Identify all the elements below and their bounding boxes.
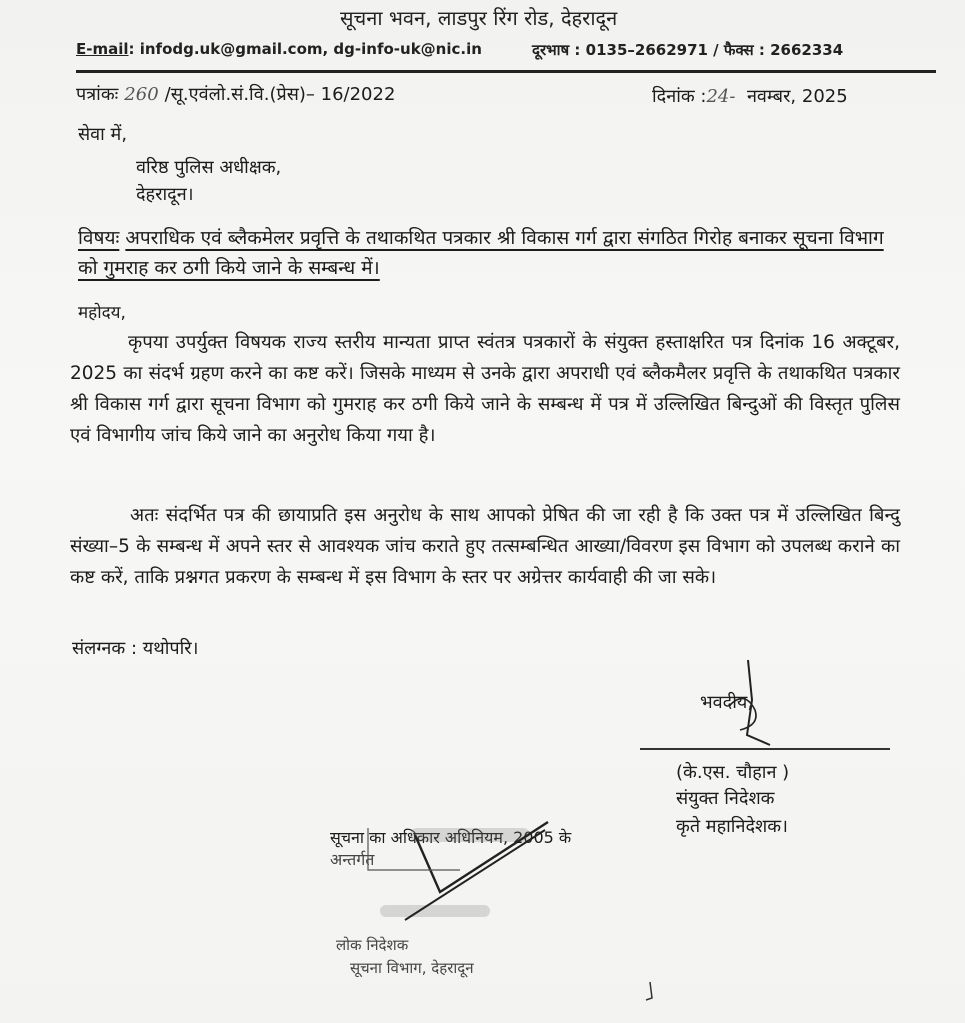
stamp-line4: सूचना विभाग, देहरादून — [350, 959, 474, 977]
email-value: : infodg.uk@gmail.com, dg-info-uk@nic.in — [128, 40, 482, 58]
date-prefix: दिनांक : — [652, 86, 707, 107]
addressee-line1: वरिष्ठ पुलिस अधीक्षक, — [136, 157, 282, 178]
pen-stroke-2-icon — [405, 830, 545, 920]
date-handwritten: 24- — [706, 86, 736, 107]
letter-number-prefix: पत्रांकः — [76, 84, 119, 105]
pen-stroke-icon — [415, 822, 548, 892]
signatory-for: कृते महानिदेशक। — [676, 816, 788, 837]
salutation: महोदय, — [78, 303, 126, 323]
office-address: सूचना भवन, लाडपुर रिंग रोड, देहरादून — [340, 6, 618, 30]
stamp-line3: लोक निदेशक — [336, 936, 409, 954]
stamp-line2: अन्तर्गत — [330, 850, 375, 869]
phone-fax: दूरभाष : 0135–2662971 / फैक्स : 2662334 — [532, 41, 844, 59]
body-paragraph-1: कृपया उपर्युक्त विषयक राज्य स्तरीय मान्यता प्राप्त स्वंतत्र पत्रकारों के संयुक्त हस्ताक्षरित पत्र दिनांक 16 अक्टूबर, 2025 का संदर्भ ग्रहण करने का कष्ट करें। जिसके माध्यम से उनके द्वारा अपराधी एवं ब्लैकमैलर प्रवृत्ति के तथाकथित पत्रकार श्री विकास गर्ग द्वारा सूचना विभाग को गुमराह कर ठगी किये जाने के सम्बन्ध में पत्र में उल्लिखित बिन्दुओं की विस्तृत पुलिस एवं विभागीय जांच किये जाने का अनुरोध किया गया है। — [70, 332, 900, 446]
signatory-name: (के.एस. चौहान ) — [676, 762, 790, 783]
letter-number-handwritten: 260 — [124, 84, 159, 105]
signatory-designation: संयुक्त निदेशक — [676, 788, 775, 809]
stamp-line1: सूचना का अधिकार अधिनियम, 2005 के — [330, 828, 572, 847]
subject-text: अपराधिक एवं ब्लैकमेलर प्रवृत्ति के तथाकथित पत्रकार श्री विकास गर्ग द्वारा संगठित गिरोह बनाकर सूचना विभाग को गुमराह कर ठगी किये जाने के सम्बन्ध में। — [78, 227, 884, 279]
stamp-box-icon — [368, 828, 460, 870]
enclosure: संलग्नक : यथोपरि। — [72, 638, 199, 659]
body-paragraph-2: अतः संदर्भित पत्र की छायाप्रति इस अनुरोध के साथ आपको प्रेषित की जा रही है कि उक्त पत्र में उल्लिखित बिन्दु संख्या–5 के सम्बन्ध में अपने स्तर से आवश्यक जांच कराते हुए तत्सम्बन्धित आख्या/विवरण इस विभाग को उपलब्ध कराने का कष्ट करें, ताकि प्रश्नगत प्रकरण के सम्बन्ध में इस विभाग के स्तर पर अग्रेत्तर कार्यवाही की जा सके। — [70, 505, 900, 588]
addressee-label: सेवा में, — [78, 124, 128, 145]
date-suffix: नवम्बर, 2025 — [746, 86, 848, 107]
addressee-line2: देहरादून। — [136, 184, 194, 205]
subject-label: विषयः — [78, 227, 120, 249]
mark-icon — [646, 982, 652, 1000]
letter-number-suffix: /सू.एवंलो.सं.वि.(प्रेस)– 16/2022 — [164, 84, 396, 105]
email-label: E-mail — [76, 40, 129, 58]
closing: भवदीय, — [700, 692, 754, 713]
